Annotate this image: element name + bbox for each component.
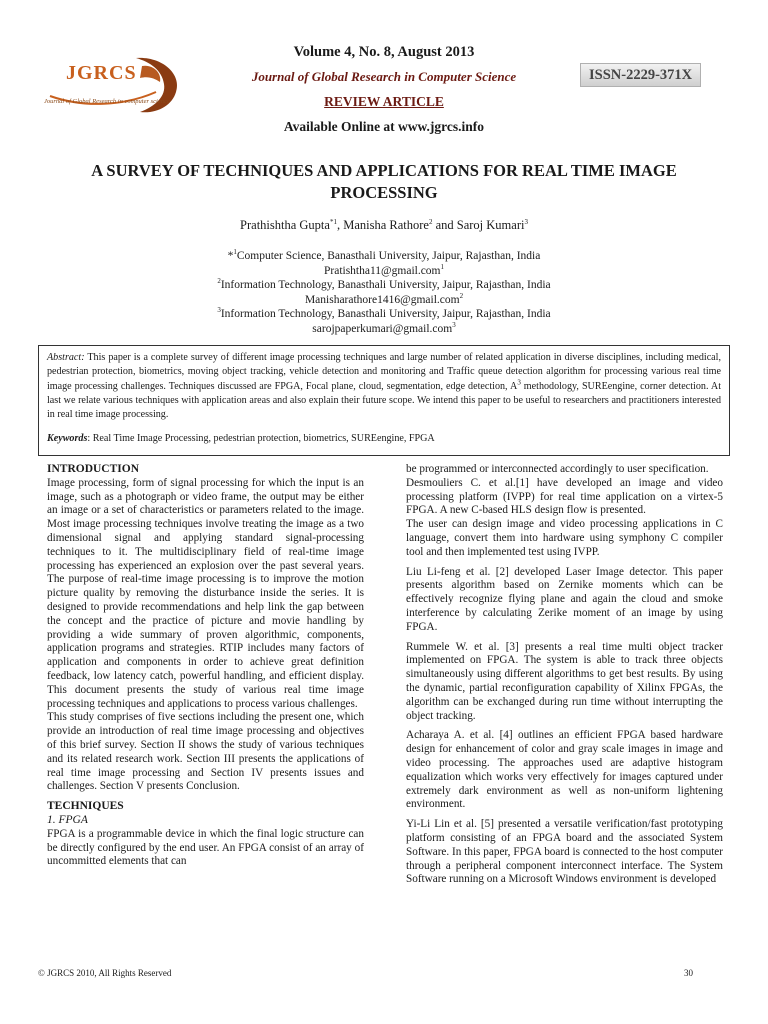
logo-subtitle: Journal of Global Research in computer science [44, 98, 170, 105]
left-column [47, 463, 364, 869]
affiliation-text: Information Technology, Banasthali University, Jaipur, Rajasthan, India [220, 308, 551, 321]
author-email[interactable]: Manisharathore1416@gmail.com [304, 293, 460, 306]
paragraph: FPGA is a programmable device in which the final logic structure can be directly configured by the end user. An FPGA consist of an array of uncommitted elements that can [47, 827, 364, 868]
author-name: Manisha Rathore [343, 218, 429, 232]
abstract-box [38, 345, 730, 456]
abstract-body: methodology, SUREengine, corner detection. At last we relate various techniques with application areas and also explain their future scope. We intend this paper to be useful to researchers and practitioners interested in real time image processing. [47, 380, 721, 421]
section-heading-techniques: TECHNIQUES [47, 800, 124, 813]
abstract-text [47, 351, 721, 422]
email-line [0, 264, 768, 279]
email-line [0, 322, 768, 337]
keywords-line [47, 432, 721, 446]
paragraph: Rummele W. et al. [3] presents a real time multi object tracker implemented on FPGA. The system is able to track three objects simultaneously using different algorithms to get best results. By using the dynamic, partial reconfiguration capability of Xilinx FPGAs, the algorithm can be exchanged during run time without interrupting the object tracking. [406, 640, 723, 722]
paragraph: Liu Li-feng et al. [2] developed Laser Image detector. This paper presents algorithm based on Zernike moments which can be effectively recognize flying plane and again the cloud and smoke interference by calculating Zerike moment of an image by using FPGA. [406, 565, 723, 633]
author-name: Prathishtha Gupta [240, 218, 330, 232]
issn-badge: ISSN-2229-371X [580, 63, 701, 87]
section-heading-introduction: INTRODUCTION [47, 463, 140, 475]
copyright-notice: © JGRCS 2010, All Rights Reserved [38, 968, 172, 978]
right-column [406, 463, 723, 887]
author-separator: and [432, 218, 457, 232]
email-superscript: 2 [459, 291, 464, 300]
journal-name: Journal of Global Research in Computer Science [251, 69, 517, 84]
logo-wordmark: JGRCS [66, 62, 137, 84]
affiliation-text: Information Technology, Banasthali University, Jaipur, Rajasthan, India [220, 279, 551, 292]
keywords-label: Keywords [47, 433, 88, 445]
abstract-label: Abstract: [47, 352, 85, 363]
subsection-heading-fpga: 1. FPGA [47, 813, 88, 826]
author-superscript: 2 [428, 217, 433, 226]
affiliation-text: Computer Science, Banasthali University, Jaipur, Rajasthan, India [236, 250, 541, 262]
affiliation-superscript: 1 [233, 248, 237, 257]
paper-title: A SURVEY OF TECHNIQUES AND APPLICATIONS FOR REAL TIME IMAGE PROCESSING [91, 161, 677, 202]
volume-info: Volume 4, No. 8, August 2013 [293, 44, 475, 60]
keywords-text: : Real Time Image Processing, pedestrian protection, biometrics, SUREengine, FPGA [87, 433, 435, 445]
article-type: REVIEW ARTICLE [324, 94, 444, 109]
author-email[interactable]: Pratishtha11@gmail.com [323, 264, 441, 277]
paragraph: Desmouliers C. et al.[1] have developed an image and video processing platform (IVPP) for real time application on a virtex-5 FPGA. A new C-based HLS design flow is presented. [406, 476, 723, 517]
affiliation-superscript: 2 [217, 277, 221, 286]
author-name: Saroj Kumari [456, 218, 525, 232]
paragraph: This study comprises of five sections including the present one, which provide an introduction of real time image processing and objectives of this brief survey. Section II shows the study of various techniques and its related research work. Section III presents the applications of real time image processing and Section IV presents issues and challenges. Section V presents Conclusion. [47, 711, 364, 793]
author-superscript: 3 [524, 217, 528, 226]
affiliation-superscript: 3 [217, 306, 221, 315]
affiliation-marker: * [227, 250, 234, 262]
abstract-body: This paper is a complete survey of different image processing techniques and large number of related application in diverse disciplines, including medical, pedestrian protection, biometrics, moving object tracking, vehicle detection and monitoring and Traffic queue detection algorithm for processing various real time image processing challenges. Techniques discussed are FPGA, Focal plane, cloud, segmentation, edge detection, A [47, 352, 721, 392]
affiliation-line [0, 278, 768, 293]
paragraph: be programmed or interconnected accordingly to user specification. [406, 463, 709, 475]
affiliation-line [0, 249, 768, 264]
affiliation-line [0, 307, 768, 322]
paragraph: Image processing, form of signal processing for which the input is an image, such as a photograph or video frame, the output may be either an image or a set of characteristics or parameters related to the image. Most image processing techniques involve treating the image as a two dimensional signal and applying standard signal-processing techniques to it. The multidisciplinary field of real-time image processing has experienced an explosion over the past several years. The purpose of real-time image processing is to improve the motion picture quality by removing the disturbance inside the series. It is designed to provide recommendations and help link the gap between the concept and the practice of picture and movie handling by providing a wide summary of proven algorithmic, components, application programs and strategies. RTIP includes many factors of application and components in order to achieve great definition feedback, low latency catch, powerful handling, and efficient display. This document presents the study of various real time image processing techniques and applications to process various challenges. [47, 476, 364, 710]
author-list [0, 218, 768, 233]
author-email[interactable]: sarojpaperkumari@gmail.com [312, 322, 453, 335]
affiliations [0, 249, 768, 337]
abstract-superscript: 3 [517, 378, 521, 387]
page-number: 30 [684, 968, 693, 978]
email-line [0, 293, 768, 308]
paragraph: Yi-Li Lin et al. [5] presented a versatile verification/fast prototyping platform consisting of an FPGA board and the associated System Software. In this paper, FPGA board is connected to the host computer through a peripheral component interconnect interface. The System Software running on a Microsoft Windows environment is developed [406, 818, 723, 886]
availability-line: Available Online at www.jgrcs.info [283, 119, 485, 134]
email-superscript: 1 [440, 262, 445, 271]
paragraph: The user can design image and video processing applications in C language, convert them into hardware using symphony C compiler tool and then implemented test using IVPP. [406, 518, 723, 558]
author-separator: , [336, 218, 344, 232]
email-superscript: 3 [452, 321, 456, 330]
author-superscript: *1 [329, 217, 337, 226]
paragraph: Acharaya A. et al. [4] outlines an efficient FPGA based hardware design for enhancement of color and gray scale images in image and video processing. The approaches used are adaptive histogram equalization which works very effectively for images captured under extremely dark environment as well as non-uniform lightening environment. [406, 729, 723, 811]
